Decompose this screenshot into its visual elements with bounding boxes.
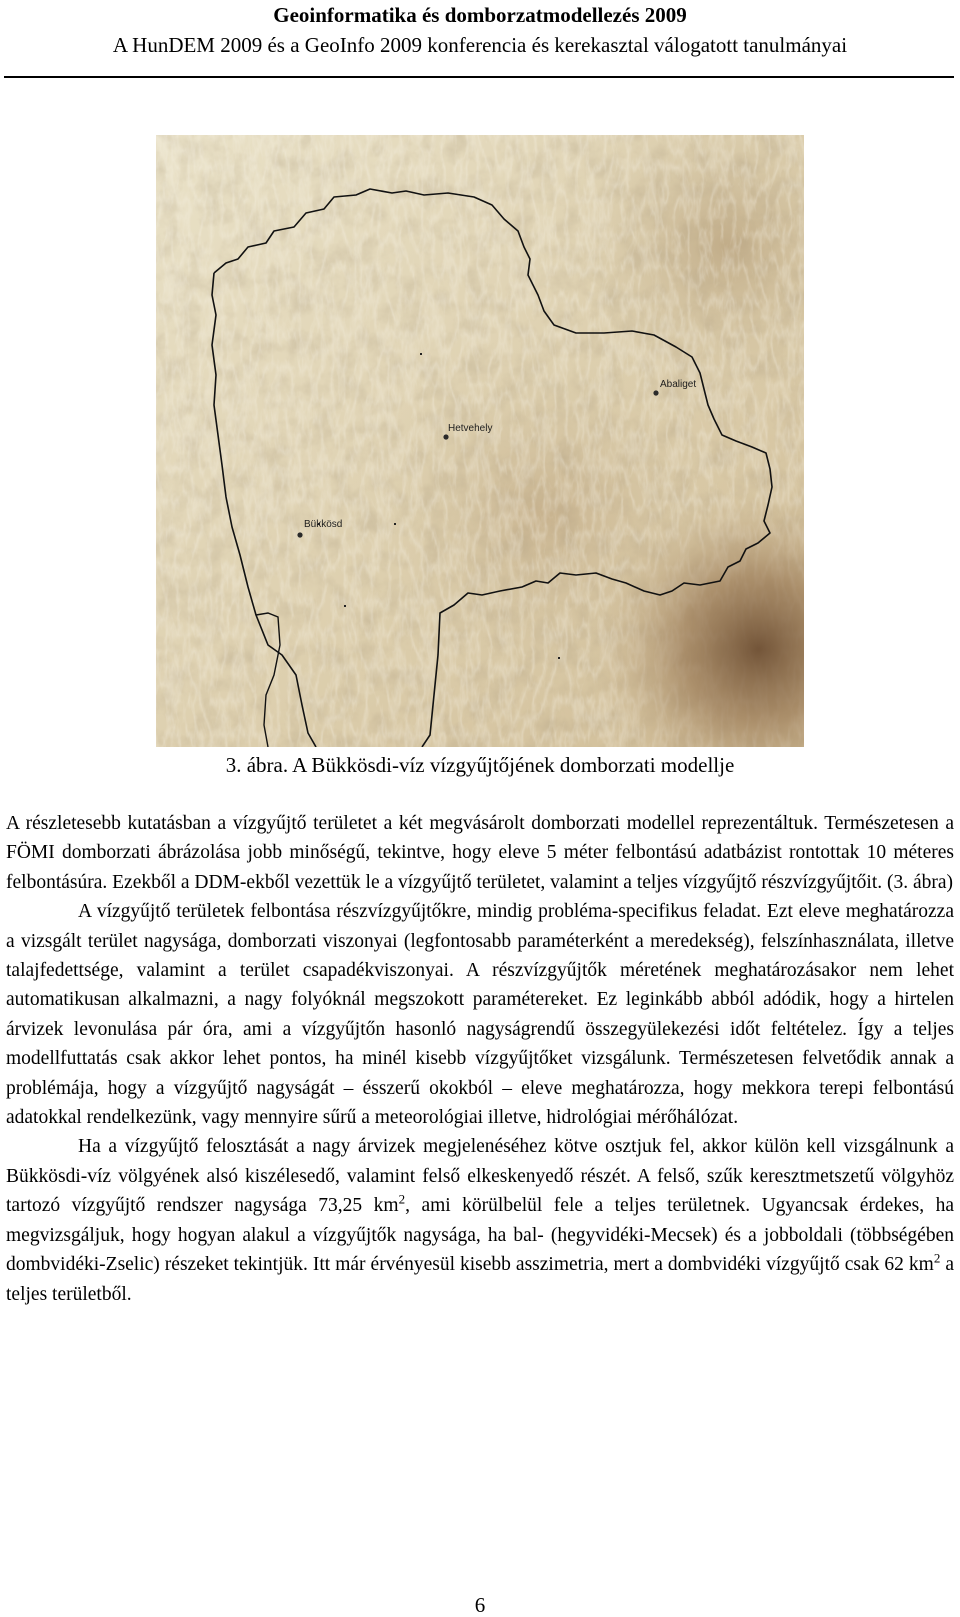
paragraph-3-part-b: , ami körülbelül fele a teljes területnek. Ugyancsak érdekes, ha megvizsgáljuk, hogy hogyan alakul a vízgyűjtők nagysága, ha bal- (hegyvidéki-Mecsek) és a jobboldali (többségében dombvidéki-Zselic) részeket tekintjük. Itt már érvényesül kisebb asszimetria, mert a dombvidéki vízgyűjtő csak 62 km xyxy=(6,1195,954,1276)
paragraph-2: A vízgyűjtő területek felbontása részvízgyűjtőkre, mindig probléma-specifikus feladat. Ezt eleve meghatározza a vizsgált terület nagysága, domborzati viszonyai (legfontosabb paraméterként a meredekség), felszínhasználata, illetve talajfedettsége, valamint a terület csapadékviszonyai. A részvízgyűjtők méretének meghatározásakor nem lehet automatikusan alkalmazni, a nagy folyóknál megszokott paramétereket. Ez leginkább abból adódik, hogy a hirtelen árvizek levonulása pár óra, ami a vízgyűjtőn hasonló nagyságrendű összegyülekezési időt feltételez. Így a teljes modellfuttatás csak akkor lehet pontos, ha minél kisebb vízgyűjtőket vizsgálunk. Természetesen felvetődik annak a problémája, hogy a vízgyűjtő nagyságát – ésszerű okokból – eleve meghatározza, hogy mekkora terepi felbontású adatokkal rendelkezünk, vagy mennyire sűrű a meteorológiai illetve, hidrológiai mérőhálózat. xyxy=(6,901,954,1129)
body-text xyxy=(6,809,954,1309)
elevation-map xyxy=(156,135,804,747)
figure-caption: 3. ábra. A Bükkösdi-víz vízgyűjtőjének domborzati modellje xyxy=(225,753,735,777)
bukkosd-label: Bükkösd xyxy=(304,519,343,530)
running-header-title: Geoinformatika és domborzatmodellezés 2009 xyxy=(273,3,687,27)
superscript-2b: 2 xyxy=(933,1250,941,1266)
paragraph-3 xyxy=(6,1132,954,1308)
abaliget-label: Abaliget xyxy=(660,379,697,390)
header-divider xyxy=(4,76,954,78)
page-number: 6 xyxy=(474,1593,486,1617)
dem-figure xyxy=(156,135,804,747)
paragraph-3-part-a: Ha a vízgyűjtő felosztását a nagy árvizek megjelenéséhez kötve osztjuk fel, akkor külön kell vizsgálnunk a Bükkösdi-víz völgyének alsó kiszélesedő, valamint felső elkeskenyedő részét. A felső, szűk keresztmetszetű völgyhöz tartozó vízgyűjtő rendszer nagysága 73,25 km xyxy=(6,1136,954,1217)
paragraph-3-part-c: a teljes területből. xyxy=(6,1254,955,1305)
hetvehely-label: Hetvehely xyxy=(448,423,493,434)
paragraph-1: A részletesebb kutatásban a vízgyűjtő területet a két megvásárolt domborzati modellel reprezentáltuk. Természetesen a FÖMI domborzati ábrázolása jobb minőségű, tekintve, hogy eleve 5 méter felbontású adatbázist rontottak 10 méteres felbontásúra. Ezekből a DDM-ekből vezettük le a vízgyűjtő területet, valamint a teljes vízgyűjtő részvízgyűjtőit. (3. ábra) xyxy=(6,813,954,893)
running-header-subtitle: A HunDEM 2009 és a GeoInfo 2009 konferencia és kerekasztal válogatott tanulmányai xyxy=(112,33,848,57)
superscript-2: 2 xyxy=(398,1191,406,1207)
